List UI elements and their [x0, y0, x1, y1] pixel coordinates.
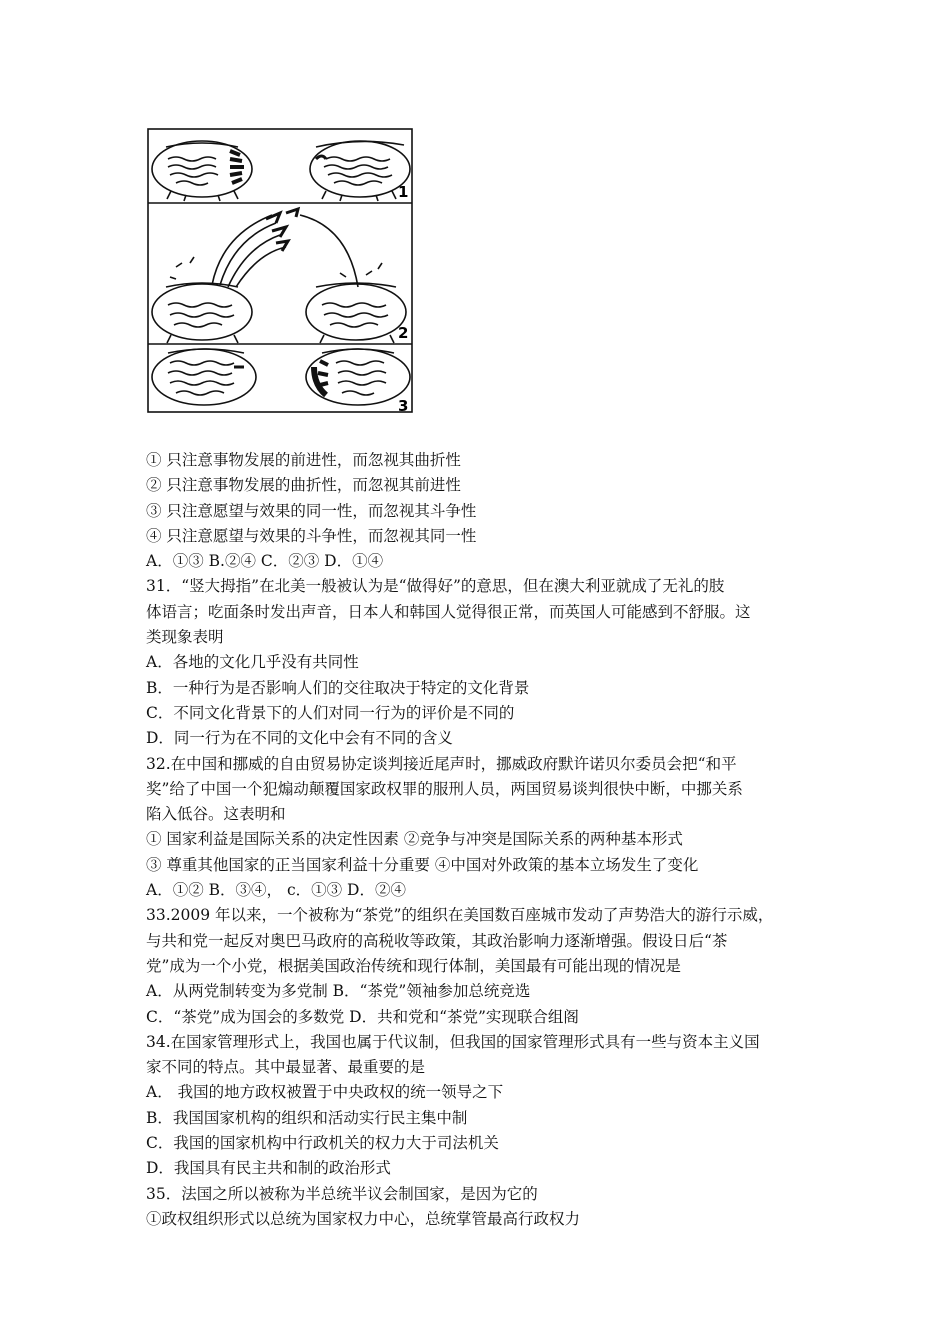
option-statement: ④ 只注意愿望与效果的斗争性，而忽视其同一性 [146, 526, 477, 545]
fish-jump-icon [212, 213, 288, 287]
right-pot-icon [306, 349, 410, 405]
question-31-stem: 31．“竖大拇指”在北美一般被认为是“做得好”的意思，但在澳大利亚就成了无礼的肢 [146, 577, 725, 596]
question-33-stem: 与共和党一起反对奥巴马政府的高税收等政策，其政治影响力逐渐增强。假设日后“茶 [146, 931, 728, 950]
panel-label: 3 [398, 397, 409, 414]
answer-choices: A．①③ B.②④ C．②③ D．①④ [146, 552, 384, 571]
panel-1 [152, 141, 410, 201]
right-pot-icon [310, 141, 410, 201]
answer-choice: C．不同文化背景下的人们对同一行为的评价是不同的 [146, 703, 515, 722]
question-33-stem: 党”成为一个小党，根据美国政治传统和现行体制，美国最有可能出现的情况是 [146, 956, 681, 975]
answer-choices: C．“茶党”成为国会的多数党 D．共和党和“茶党”实现联合组阁 [146, 1007, 579, 1026]
question-34-stem: 家不同的特点。其中最显著、最重要的是 [146, 1058, 426, 1077]
question-text [146, 448, 826, 1232]
question-35-stem: 35．法国之所以被称为半总统半议会制国家，是因为它的 [146, 1184, 538, 1203]
answer-choice: A． 我国的地方政权被置于中央政权的统一领导之下 [146, 1083, 504, 1102]
option-statement: ③ 尊重其他国家的正当国家利益十分重要 ④中国对外政策的基本立场发生了变化 [146, 855, 699, 874]
cartoon-figure [146, 127, 414, 414]
left-pot-icon [152, 141, 252, 201]
answer-choice: B．一种行为是否影响人们的交往取决于特定的文化背景 [146, 678, 530, 697]
answer-choices: A．从两党制转变为多党制 B．“茶党”领袖参加总统竞选 [146, 982, 531, 1001]
option-statement: ② 只注意事物发展的曲折性，而忽视其前进性 [146, 476, 461, 495]
panel-label: 1 [398, 183, 409, 201]
question-32-stem: 32.在中国和挪威的自由贸易协定谈判接近尾声时，挪威政府默许诺贝尔委员会把“和平 [146, 754, 737, 773]
answer-choice: D．同一行为在不同的文化中会有不同的含义 [146, 729, 453, 748]
answer-choices: A．①② B．③④， c．①③ D．②④ [146, 881, 406, 900]
left-pot-icon [152, 349, 256, 405]
question-32-stem: 陷入低谷。这表明和 [146, 805, 286, 824]
question-34-stem: 34.在国家管理形式上，我国也属于代议制，但我国的国家管理形式具有一些与资本主义国 [146, 1032, 760, 1051]
question-33-stem: 33.2009 年以来，一个被称为“茶党”的组织在美国数百座城市发动了声势浩大的游行示威， [146, 906, 774, 925]
panel-label: 2 [398, 324, 409, 342]
figure-frame [148, 129, 412, 412]
answer-choice: C．我国的国家机构中行政机关的权力大于司法机关 [146, 1134, 499, 1153]
option-statement: ① 国家利益是国际关系的决定性因素 ②竞争与冲突是国际关系的两种基本形式 [146, 830, 683, 849]
option-statement: ①政权组织形式以总统为国家权力中心，总统掌管最高行政权力 [146, 1209, 581, 1228]
question-31-stem: 体语言；吃面条时发出声音，日本人和韩国人觉得很正常，而英国人可能感到不舒服。这 [146, 602, 751, 621]
question-31-stem: 类现象表明 [146, 628, 224, 647]
answer-choice: D．我国具有民主共和制的政治形式 [146, 1159, 391, 1178]
panel-3 [152, 349, 410, 405]
answer-choice: B．我国国家机构的组织和活动实行民主集中制 [146, 1108, 468, 1127]
answer-choice: A．各地的文化几乎没有共同性 [146, 653, 359, 672]
question-32-stem: 奖”给了中国一个犯煽动颠覆国家政权罪的服刑人员，两国贸易谈判很快中断，中挪关系 [146, 779, 743, 798]
option-statement: ③ 只注意愿望与效果的同一性，而忽视其斗争性 [146, 501, 477, 520]
right-pot-icon [286, 209, 409, 343]
option-statement: ① 只注意事物发展的前进性，而忽视其曲折性 [146, 451, 461, 469]
panel-2 [152, 209, 409, 343]
